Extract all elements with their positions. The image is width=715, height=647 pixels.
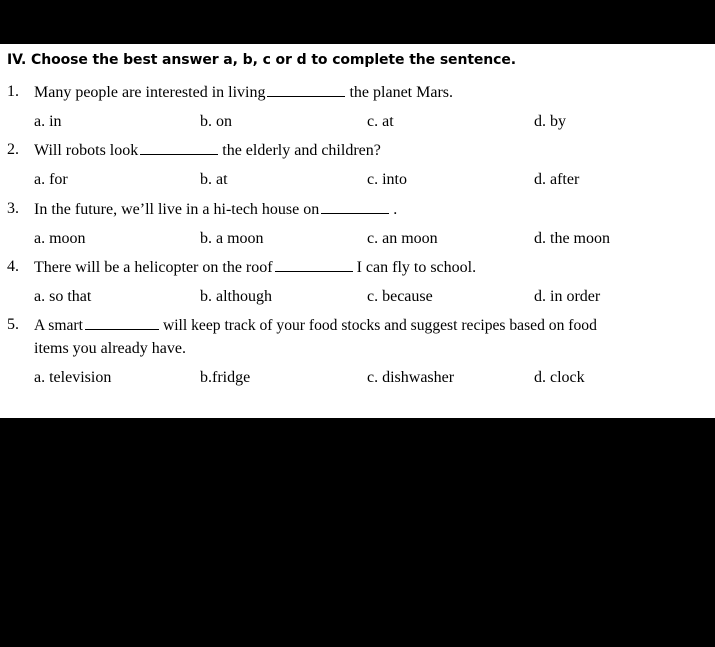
option-c[interactable]: c. because: [367, 288, 433, 305]
option-d[interactable]: d. after: [534, 171, 580, 188]
text-before-blank: A smart: [34, 317, 83, 334]
option-c[interactable]: c. into: [367, 171, 407, 188]
option-d[interactable]: d. by: [534, 113, 566, 130]
question-text: [34, 314, 597, 337]
option-b[interactable]: b. on: [200, 113, 232, 130]
text-before-blank: Many people are interested in living: [34, 84, 266, 101]
worksheet: [0, 44, 715, 418]
question-number: 1.: [7, 83, 19, 100]
option-b[interactable]: b. at: [200, 171, 228, 188]
text-after-blank: will keep track of your food stocks and suggest recipes based on food: [162, 317, 597, 334]
question-number: 4.: [7, 258, 19, 275]
text-after-blank: the planet Mars.: [349, 84, 454, 101]
option-d[interactable]: d. the moon: [534, 230, 610, 247]
question-text: [34, 256, 476, 279]
text-before-blank: There will be a helicopter on the roof: [34, 259, 273, 276]
answer-blank[interactable]: [140, 139, 218, 155]
answer-blank[interactable]: [85, 314, 159, 330]
question-text-continued: items you already have.: [34, 340, 186, 357]
answer-blank[interactable]: [267, 81, 345, 97]
question-number: 3.: [7, 200, 19, 217]
option-c[interactable]: c. at: [367, 113, 394, 130]
option-b[interactable]: b. a moon: [200, 230, 264, 247]
answer-blank[interactable]: [321, 198, 389, 214]
option-a[interactable]: a. so that: [34, 288, 92, 305]
text-after-blank: the elderly and children?: [222, 142, 381, 159]
option-a[interactable]: a. television: [34, 369, 112, 386]
option-a[interactable]: a. for: [34, 171, 68, 188]
option-c[interactable]: c. an moon: [367, 230, 438, 247]
question-text: [34, 139, 381, 162]
text-after-blank: .: [393, 201, 398, 218]
option-a[interactable]: a. in: [34, 113, 62, 130]
option-a[interactable]: a. moon: [34, 230, 86, 247]
option-b[interactable]: b.fridge: [200, 369, 251, 386]
option-b[interactable]: b. although: [200, 288, 272, 305]
question-text: [34, 198, 397, 221]
option-d[interactable]: d. in order: [534, 288, 601, 305]
text-before-blank: Will robots look: [34, 142, 139, 159]
question-number: 5.: [7, 316, 19, 333]
option-d[interactable]: d. clock: [534, 369, 585, 386]
option-c[interactable]: c. dishwasher: [367, 369, 455, 386]
text-before-blank: In the future, we’ll live in a hi-tech house on: [34, 201, 320, 218]
text-after-blank: I can fly to school.: [356, 259, 477, 276]
answer-blank[interactable]: [275, 256, 353, 272]
section-heading: IV. Choose the best answer a, b, c or d to complete the sentence.: [7, 52, 516, 68]
question-number: 2.: [7, 141, 19, 158]
question-text: [34, 81, 453, 104]
